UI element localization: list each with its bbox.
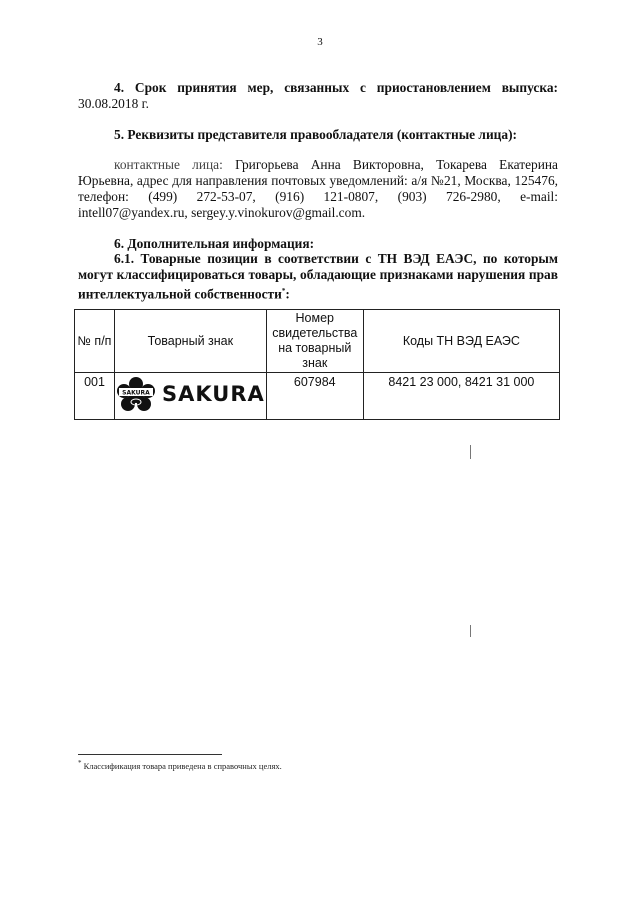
scan-mark [470, 445, 471, 459]
cell-certificate: 607984 [266, 373, 363, 420]
section-5-contacts [78, 157, 558, 221]
footnote-ref: * [281, 287, 286, 295]
section-4-heading: 4. Срок принятия мер, связанных с приостановлением выпуска: [114, 80, 558, 95]
header-trademark: Товарный знак [115, 310, 267, 373]
section-6-heading: 6. Дополнительная информация: [114, 236, 315, 251]
svg-text:SAKURA: SAKURA [122, 389, 150, 397]
sakura-wordmark: SAKURA [162, 382, 265, 406]
sakura-flower-emblem-icon [116, 377, 156, 411]
section-6-1 [78, 251, 558, 302]
section-6-1-text: 6.1. Товарные позиции в соответствии с ТН ВЭД ЕАЭС, по которым могут классифицироваться товары, обладающие признаками нарушения прав интеллектуальной собственности [78, 251, 558, 302]
footnote-marker: * [78, 759, 82, 767]
section-6-1-colon: : [285, 286, 290, 302]
section-4 [78, 80, 558, 112]
sakura-logo [116, 377, 265, 411]
header-num: № п/п [75, 310, 115, 373]
section-5-heading: 5. Реквизиты представителя правообладателя (контактные лица): [114, 127, 517, 142]
footnote-divider [78, 754, 222, 755]
footnote [78, 759, 282, 771]
footnote-text: Классификация товара приведена в справочных целях. [83, 760, 282, 771]
trademark-table [74, 309, 560, 420]
table-header-row [75, 310, 560, 373]
table-row [75, 373, 560, 420]
contacts-label: контактные лица: [114, 157, 223, 172]
header-codes: Коды ТН ВЭД ЕАЭС [363, 310, 559, 373]
scan-mark [470, 625, 471, 637]
cell-trademark [115, 373, 267, 420]
page-number: 3 [317, 36, 323, 48]
cell-num: 001 [75, 373, 115, 420]
section-4-date: 30.08.2018 г. [78, 96, 149, 111]
cell-codes: 8421 23 000, 8421 31 000 [363, 373, 559, 420]
header-certificate: Номер свидетельства на товарный знак [266, 310, 363, 373]
contacts-text: Григорьева Анна Викторовна, Токарева Екатерина Юрьевна, адрес для направления почтовых уведомлений: а/я №21, Москва, 125476, телефон: (499) 272-53-07, (916) 121-0807, (903) 726-2980, e-mail: intell07@yandex.ru, sergey.y.vinokurov@gmail.com. [78, 157, 558, 220]
